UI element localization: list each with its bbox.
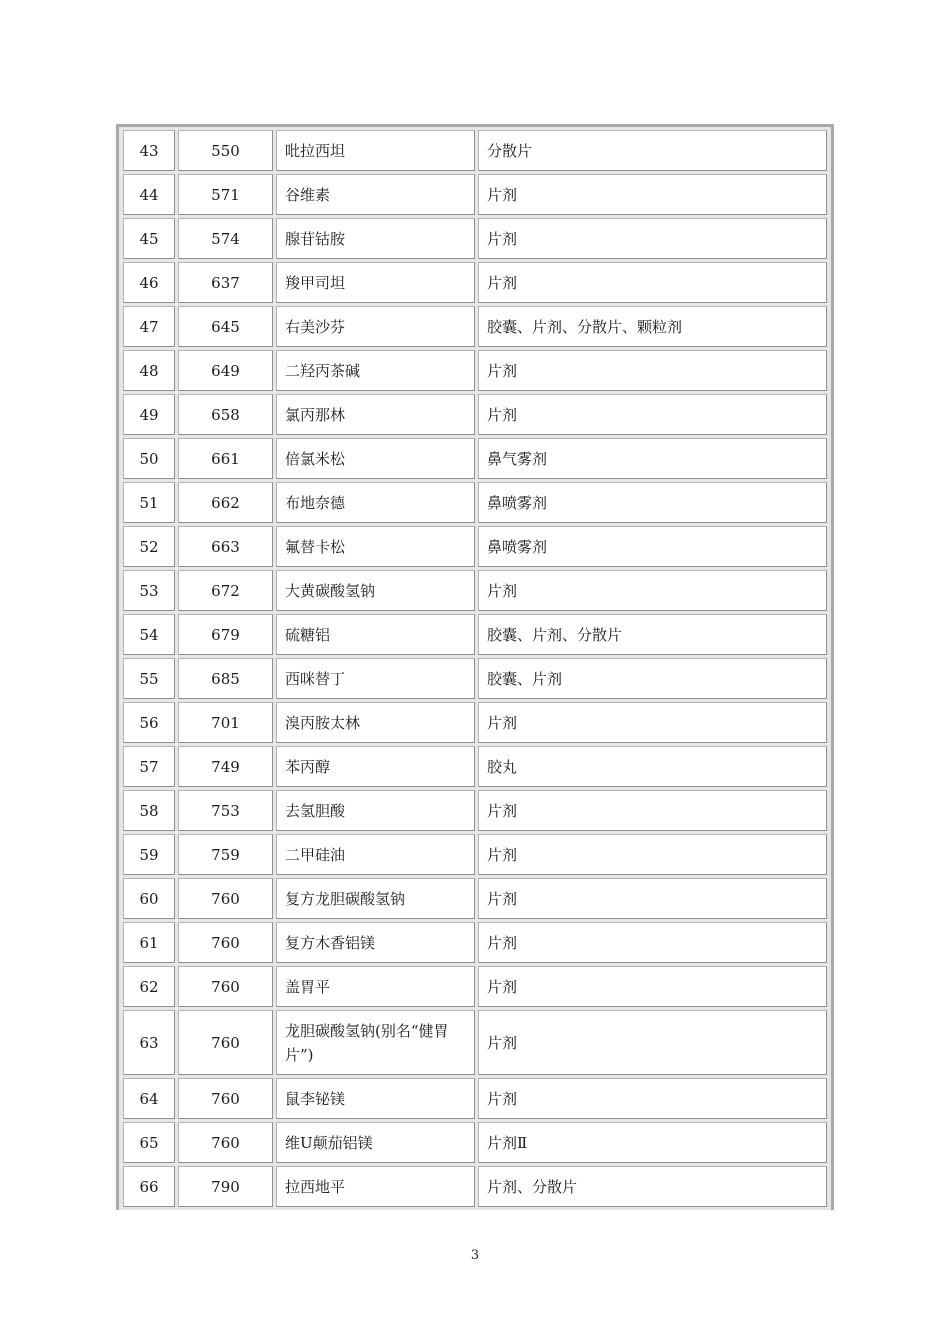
dosage-form-cell: 片剂 [478,922,827,963]
table-row [123,482,827,523]
table-row [123,526,827,567]
table-row [123,350,827,391]
drug-name-cell: 溴丙胺太林 [276,702,475,743]
code-cell: 753 [178,790,273,831]
drug-name-cell: 右美沙芬 [276,306,475,347]
row-number-cell: 61 [123,922,175,963]
table-row [123,570,827,611]
code-cell: 637 [178,262,273,303]
table-row [123,1122,827,1163]
dosage-form-cell: 片剂Ⅱ [478,1122,827,1163]
row-number-cell: 57 [123,746,175,787]
code-cell: 760 [178,878,273,919]
drug-name-cell: 龙胆碳酸氢钠(别名“健胃片”) [276,1010,475,1075]
code-cell: 658 [178,394,273,435]
code-cell: 790 [178,1166,273,1207]
row-number-cell: 49 [123,394,175,435]
dosage-form-cell: 鼻喷雾剂 [478,526,827,567]
table-row [123,966,827,1007]
code-cell: 661 [178,438,273,479]
drug-name-cell: 倍氯米松 [276,438,475,479]
dosage-form-cell: 胶囊、片剂 [478,658,827,699]
drug-name-cell: 腺苷钴胺 [276,218,475,259]
dosage-form-cell: 片剂 [478,262,827,303]
table-row [123,614,827,655]
table-row [123,306,827,347]
drug-name-cell: 复方木香铝镁 [276,922,475,963]
code-cell: 571 [178,174,273,215]
drug-name-cell: 硫糖铝 [276,614,475,655]
row-number-cell: 58 [123,790,175,831]
code-cell: 672 [178,570,273,611]
drug-name-cell: 谷维素 [276,174,475,215]
drug-name-cell: 鼠李铋镁 [276,1078,475,1119]
row-number-cell: 60 [123,878,175,919]
dosage-form-cell: 片剂 [478,218,827,259]
table-row [123,746,827,787]
row-number-cell: 54 [123,614,175,655]
row-number-cell: 62 [123,966,175,1007]
dosage-form-cell: 片剂、分散片 [478,1166,827,1207]
row-number-cell: 47 [123,306,175,347]
row-number-cell: 55 [123,658,175,699]
table-row [123,394,827,435]
dosage-form-cell: 分散片 [478,130,827,171]
table-row [123,1078,827,1119]
drug-name-cell: 氯丙那林 [276,394,475,435]
dosage-form-cell: 胶囊、片剂、分散片、颗粒剂 [478,306,827,347]
table-row [123,834,827,875]
drug-name-cell: 拉西地平 [276,1166,475,1207]
dosage-form-cell: 片剂 [478,570,827,611]
row-number-cell: 44 [123,174,175,215]
row-number-cell: 51 [123,482,175,523]
drug-name-cell: 羧甲司坦 [276,262,475,303]
dosage-form-cell: 胶囊、片剂、分散片 [478,614,827,655]
code-cell: 574 [178,218,273,259]
dosage-form-cell: 胶丸 [478,746,827,787]
drug-name-cell: 苯丙醇 [276,746,475,787]
dosage-form-cell: 片剂 [478,394,827,435]
row-number-cell: 48 [123,350,175,391]
dosage-form-cell: 片剂 [478,878,827,919]
drug-table [120,127,830,1210]
code-cell: 685 [178,658,273,699]
code-cell: 679 [178,614,273,655]
drug-name-cell: 复方龙胆碳酸氢钠 [276,878,475,919]
code-cell: 663 [178,526,273,567]
row-number-cell: 50 [123,438,175,479]
table-row [123,702,827,743]
dosage-form-cell: 鼻喷雾剂 [478,482,827,523]
code-cell: 760 [178,966,273,1007]
table-row [123,218,827,259]
row-number-cell: 64 [123,1078,175,1119]
row-number-cell: 59 [123,834,175,875]
table-row [123,438,827,479]
dosage-form-cell: 片剂 [478,834,827,875]
dosage-form-cell: 片剂 [478,174,827,215]
drug-table-body [123,130,827,1207]
dosage-form-cell: 片剂 [478,966,827,1007]
row-number-cell: 65 [123,1122,175,1163]
page-number: 3 [470,1248,480,1263]
drug-name-cell: 西咪替丁 [276,658,475,699]
code-cell: 645 [178,306,273,347]
row-number-cell: 43 [123,130,175,171]
drug-table-frame [116,124,834,1210]
table-row [123,1166,827,1207]
code-cell: 760 [178,1122,273,1163]
code-cell: 662 [178,482,273,523]
row-number-cell: 52 [123,526,175,567]
dosage-form-cell: 片剂 [478,1078,827,1119]
code-cell: 749 [178,746,273,787]
dosage-form-cell: 鼻气雾剂 [478,438,827,479]
code-cell: 760 [178,1010,273,1075]
table-row [123,262,827,303]
code-cell: 701 [178,702,273,743]
code-cell: 759 [178,834,273,875]
table-row [123,658,827,699]
code-cell: 760 [178,922,273,963]
row-number-cell: 56 [123,702,175,743]
dosage-form-cell: 片剂 [478,1010,827,1075]
row-number-cell: 53 [123,570,175,611]
row-number-cell: 46 [123,262,175,303]
drug-name-cell: 布地奈德 [276,482,475,523]
dosage-form-cell: 片剂 [478,350,827,391]
row-number-cell: 63 [123,1010,175,1075]
table-row [123,174,827,215]
table-row [123,922,827,963]
dosage-form-cell: 片剂 [478,790,827,831]
code-cell: 550 [178,130,273,171]
drug-name-cell: 去氢胆酸 [276,790,475,831]
table-row [123,130,827,171]
drug-name-cell: 吡拉西坦 [276,130,475,171]
table-row [123,790,827,831]
table-row [123,1010,827,1075]
drug-name-cell: 二羟丙茶碱 [276,350,475,391]
drug-name-cell: 维U颠茄铝镁 [276,1122,475,1163]
row-number-cell: 66 [123,1166,175,1207]
drug-name-cell: 大黄碳酸氢钠 [276,570,475,611]
dosage-form-cell: 片剂 [478,702,827,743]
code-cell: 760 [178,1078,273,1119]
row-number-cell: 45 [123,218,175,259]
table-row [123,878,827,919]
drug-name-cell: 氟替卡松 [276,526,475,567]
drug-name-cell: 二甲硅油 [276,834,475,875]
drug-name-cell: 盖胃平 [276,966,475,1007]
code-cell: 649 [178,350,273,391]
